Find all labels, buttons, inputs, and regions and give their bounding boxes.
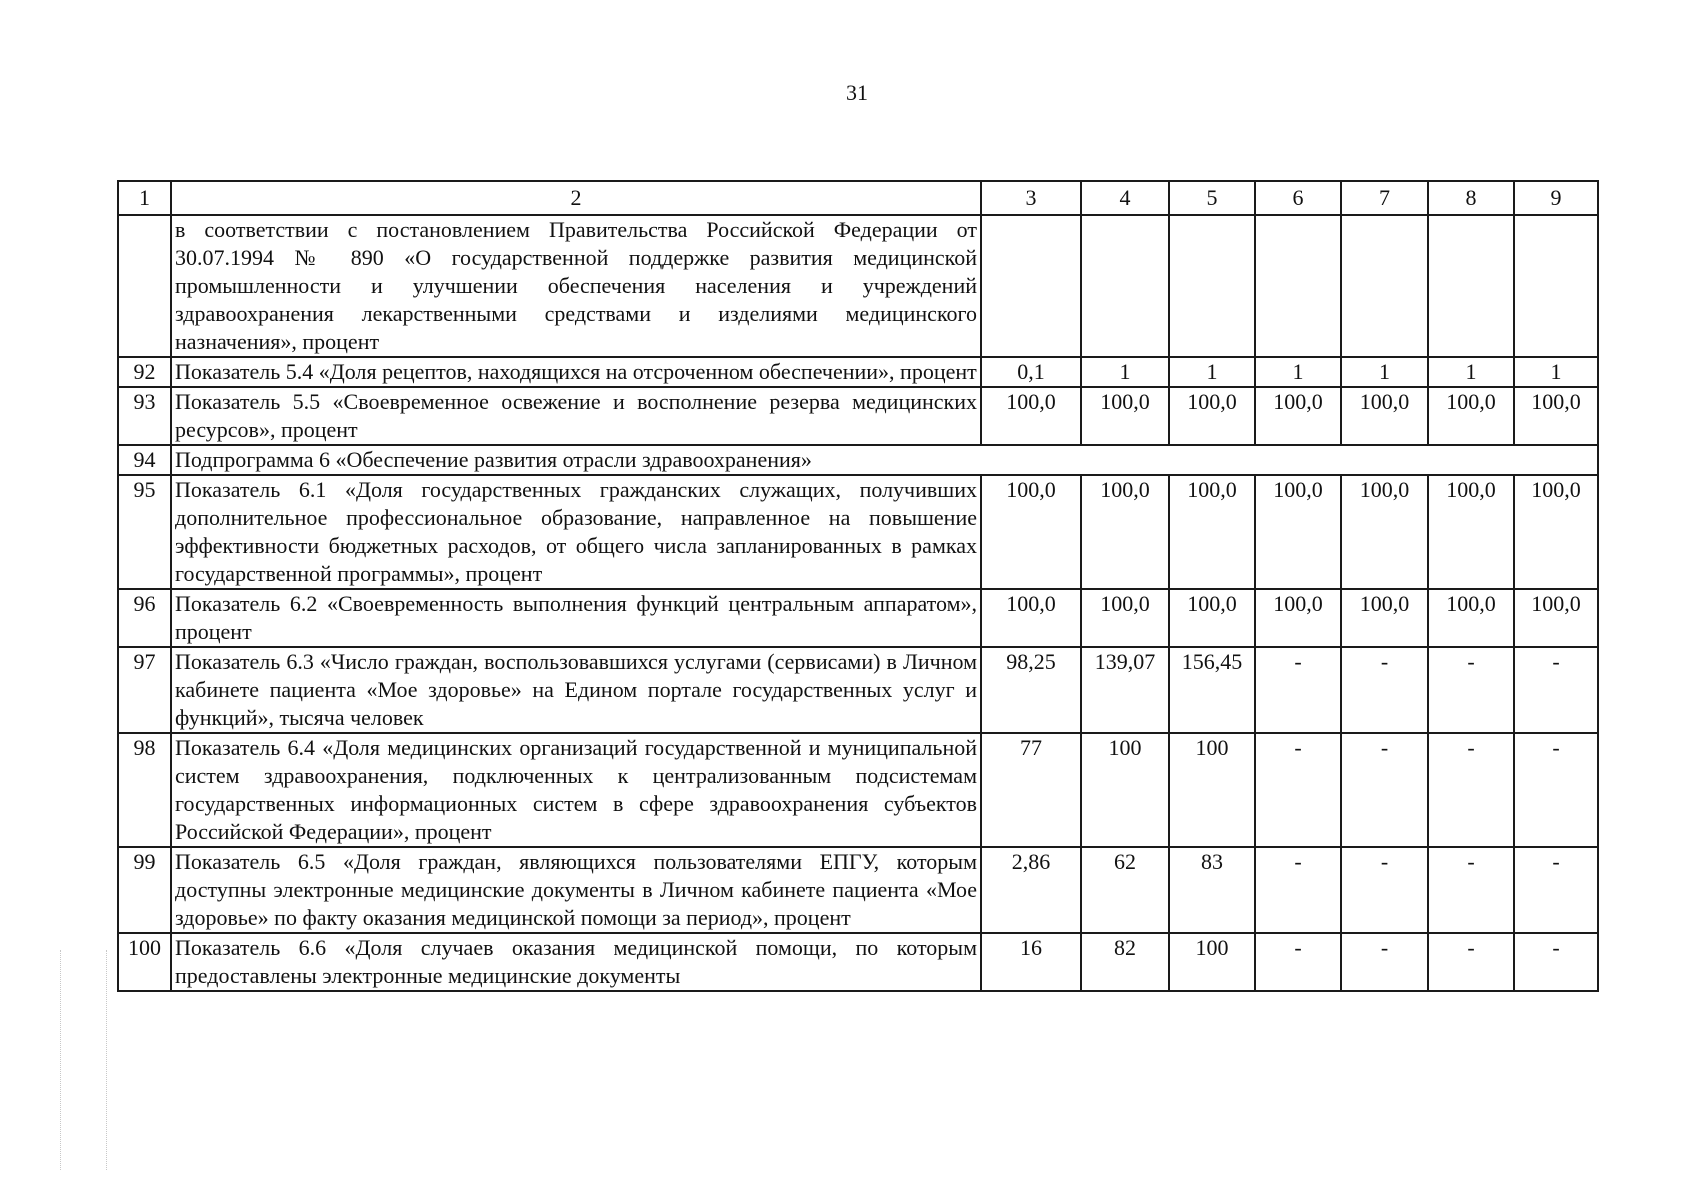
table-row [118, 589, 1598, 647]
row-number: 93 [118, 387, 171, 445]
table-row [118, 847, 1598, 933]
value-cell-col-8: 1 [1428, 357, 1514, 387]
value-cell-col-4 [1081, 215, 1169, 357]
value-cell-col-9: - [1514, 847, 1598, 933]
page-number: 31 [846, 80, 868, 105]
row-number [118, 215, 171, 357]
row-number: 96 [118, 589, 171, 647]
indicator-description-text: Показатель 6.6 «Доля случаев оказания медицинской помощи, по которым предоставлены электронные медицинские документы [175, 935, 977, 988]
value-cell-col-7: 100,0 [1341, 475, 1428, 589]
indicator-table [117, 180, 1599, 992]
value-cell-col-6: - [1255, 847, 1341, 933]
subprogram-title: Подпрограмма 6 «Обеспечение развития отрасли здравоохранения» [171, 445, 1598, 475]
value-cell-col-7: 100,0 [1341, 387, 1428, 445]
value-cell-col-9: 1 [1514, 357, 1598, 387]
value-cell-col-9: - [1514, 933, 1598, 991]
value-cell-col-3: 2,86 [981, 847, 1081, 933]
value-cell-col-6: 100,0 [1255, 475, 1341, 589]
value-cell-col-8: - [1428, 647, 1514, 733]
table-row [118, 445, 1598, 475]
value-cell-col-7: 100,0 [1341, 589, 1428, 647]
value-cell-col-4: 100 [1081, 733, 1169, 847]
value-cell-col-7: - [1341, 933, 1428, 991]
value-cell-col-6: 1 [1255, 357, 1341, 387]
row-number: 99 [118, 847, 171, 933]
margin-scan-marks [60, 950, 107, 1170]
value-cell-col-6: - [1255, 647, 1341, 733]
row-number: 100 [118, 933, 171, 991]
header-cell: 5 [1169, 181, 1255, 215]
value-cell-col-9: - [1514, 647, 1598, 733]
value-cell-col-3: 100,0 [981, 475, 1081, 589]
indicator-description: Показатель 5.4 «Доля рецептов, находящихся на отсроченном обеспечении», процент [171, 357, 981, 387]
indicator-description: Показатель 6.4 «Доля медицинских организаций государственной и муниципальной систем здравоохранения, подключенных к централизованным подсистемам государственных информационных систем в сфере здравоохранения субъектов Российской Федерации», процент [171, 733, 981, 847]
value-cell-col-6: - [1255, 733, 1341, 847]
value-cell-col-9 [1514, 215, 1598, 357]
value-cell-col-4: 62 [1081, 847, 1169, 933]
value-cell-col-7 [1341, 215, 1428, 357]
value-cell-col-5: 100,0 [1169, 589, 1255, 647]
value-cell-col-9: - [1514, 733, 1598, 847]
header-cell: 4 [1081, 181, 1169, 215]
value-cell-col-6 [1255, 215, 1341, 357]
value-cell-col-7: 1 [1341, 357, 1428, 387]
indicator-description: Показатель 5.5 «Своевременное освежение и восполнение резерва медицинских ресурсов», процент [171, 387, 981, 445]
row-number: 92 [118, 357, 171, 387]
value-cell-col-3: 100,0 [981, 387, 1081, 445]
header-cell: 3 [981, 181, 1081, 215]
table-row [118, 475, 1598, 589]
value-cell-col-5: 100 [1169, 933, 1255, 991]
value-cell-col-6: 100,0 [1255, 387, 1341, 445]
value-cell-col-5: 100,0 [1169, 387, 1255, 445]
value-cell-col-4: 82 [1081, 933, 1169, 991]
value-cell-col-9: 100,0 [1514, 589, 1598, 647]
value-cell-col-7: - [1341, 847, 1428, 933]
row-number: 97 [118, 647, 171, 733]
value-cell-col-8 [1428, 215, 1514, 357]
header-cell: 8 [1428, 181, 1514, 215]
value-cell-col-5: 156,45 [1169, 647, 1255, 733]
table-row [118, 387, 1598, 445]
value-cell-col-5: 100,0 [1169, 475, 1255, 589]
value-cell-col-7: - [1341, 733, 1428, 847]
value-cell-col-8: - [1428, 847, 1514, 933]
value-cell-col-5: 100 [1169, 733, 1255, 847]
table-row [118, 647, 1598, 733]
value-cell-col-8: - [1428, 933, 1514, 991]
value-cell-col-3: 16 [981, 933, 1081, 991]
table-body [118, 181, 1598, 991]
value-cell-col-5: 1 [1169, 357, 1255, 387]
table-row [118, 933, 1598, 991]
value-cell-col-4: 100,0 [1081, 475, 1169, 589]
value-cell-col-7: - [1341, 647, 1428, 733]
table-row [118, 733, 1598, 847]
value-cell-col-3: 77 [981, 733, 1081, 847]
value-cell-col-4: 139,07 [1081, 647, 1169, 733]
value-cell-col-8: 100,0 [1428, 475, 1514, 589]
header-cell: 6 [1255, 181, 1341, 215]
value-cell-col-5 [1169, 215, 1255, 357]
value-cell-col-3 [981, 215, 1081, 357]
indicator-description: Показатель 6.5 «Доля граждан, являющихся пользователями ЕПГУ, которым доступны электронные медицинские документы в Личном кабинете пациента «Мое здоровье» по факту оказания медицинской помощи за период», процент [171, 847, 981, 933]
value-cell-col-6: 100,0 [1255, 589, 1341, 647]
value-cell-col-8: 100,0 [1428, 589, 1514, 647]
value-cell-col-3: 100,0 [981, 589, 1081, 647]
table-header-row [118, 181, 1598, 215]
value-cell-col-9: 100,0 [1514, 387, 1598, 445]
indicator-description [171, 933, 981, 991]
value-cell-col-5: 83 [1169, 847, 1255, 933]
value-cell-col-8: - [1428, 733, 1514, 847]
indicator-description: Показатель 6.1 «Доля государственных гражданских служащих, получивших дополнительное профессиональное образование, направленное на повышение эффективности бюджетных расходов, от общего числа запланированных в рамках государственной программы», процент [171, 475, 981, 589]
header-cell: 7 [1341, 181, 1428, 215]
value-cell-col-9: 100,0 [1514, 475, 1598, 589]
header-cell: 9 [1514, 181, 1598, 215]
indicator-description: Показатель 6.3 «Число граждан, воспользовавшихся услугами (сервисами) в Личном кабинете пациента «Мое здоровье» на Едином портале государственных услуг и функций», тысяча человек [171, 647, 981, 733]
value-cell-col-4: 100,0 [1081, 387, 1169, 445]
row-number: 95 [118, 475, 171, 589]
table-row [118, 215, 1598, 357]
header-cell: 1 [118, 181, 171, 215]
value-cell-col-3: 98,25 [981, 647, 1081, 733]
indicator-description: в соответствии с постановлением Правительства Российской Федерации от 30.07.1994 № 890 «О государственной поддержке развития медицинской промышленности и улучшении обеспечения населения и учреждений здравоохранения лекарственными средствами и изделиями медицинского назначения», процент [171, 215, 981, 357]
indicator-description: Показатель 6.2 «Своевременность выполнения функций центральным аппаратом», процент [171, 589, 981, 647]
value-cell-col-8: 100,0 [1428, 387, 1514, 445]
value-cell-col-4: 100,0 [1081, 589, 1169, 647]
table-row [118, 357, 1598, 387]
value-cell-col-6: - [1255, 933, 1341, 991]
value-cell-col-4: 1 [1081, 357, 1169, 387]
row-number: 94 [118, 445, 171, 475]
header-cell: 2 [171, 181, 981, 215]
value-cell-col-3: 0,1 [981, 357, 1081, 387]
row-number: 98 [118, 733, 171, 847]
